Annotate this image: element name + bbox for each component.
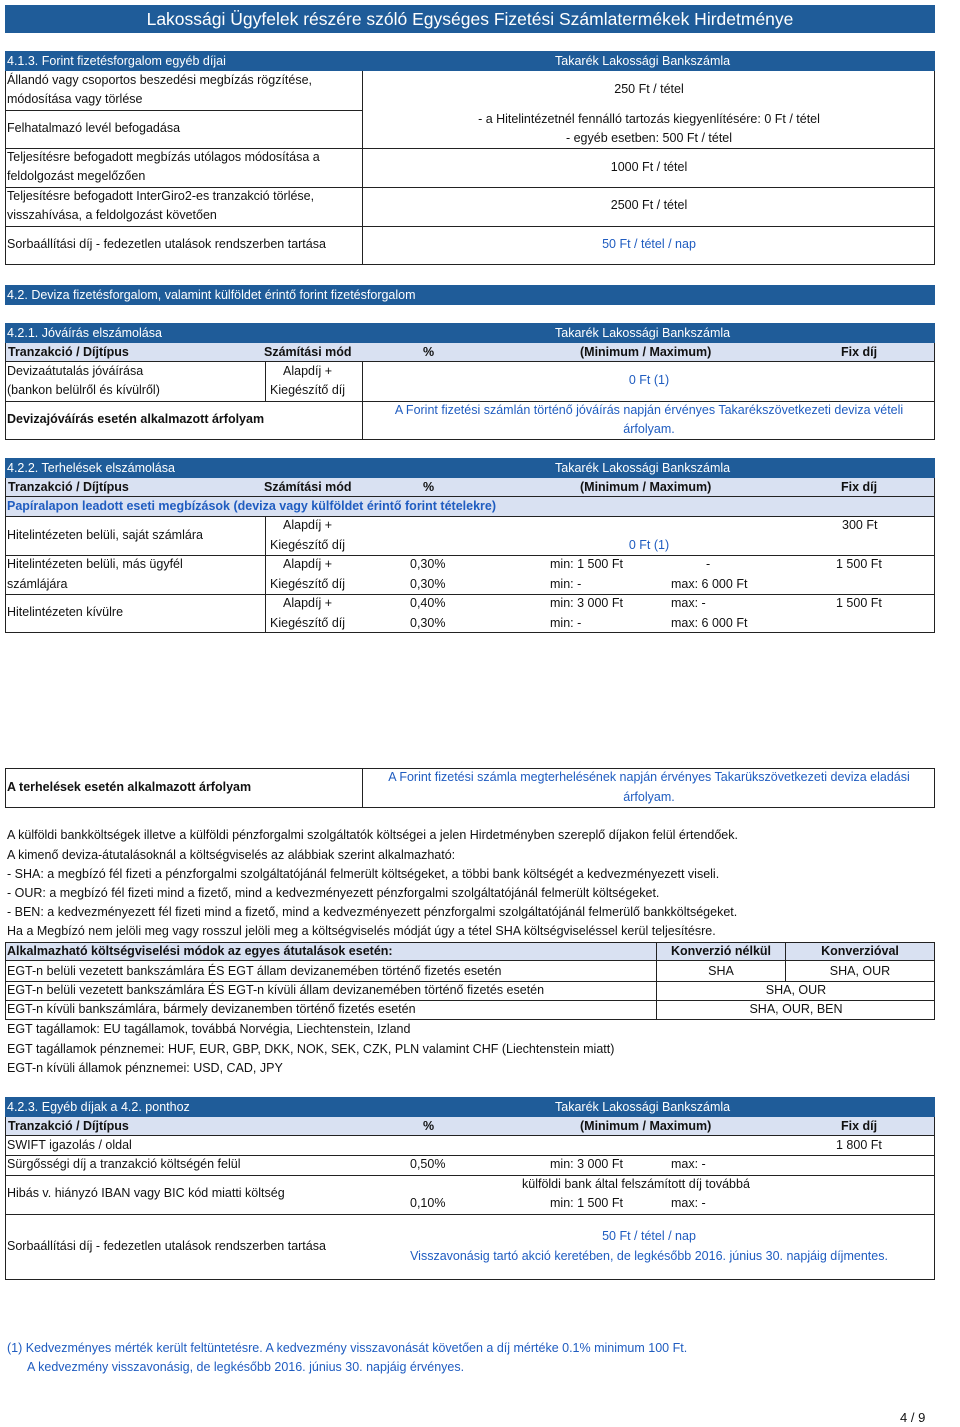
row-label: Devizaátutalás jóváírása [7, 364, 144, 378]
col-tx: Tranzakció / Díjtípus [8, 345, 129, 359]
cost-value: SHA, OUR [765, 983, 827, 997]
page-title: Lakossági Ügyfelek részére szóló Egységes Fizetési Számlatermékek Hirdetménye [5, 5, 935, 33]
section-header-42 [5, 285, 935, 305]
min-value: min: - [550, 577, 582, 591]
row-label: Hitelintézeten belüli, saját számlára [7, 528, 203, 542]
max-value: max: - [671, 1196, 706, 1210]
col-fix: Fix díj [841, 480, 878, 494]
pct-value: 0,10% [410, 1196, 446, 1210]
row-value: 50 Ft / tétel / nap [602, 1229, 696, 1243]
base-fee-label: Alapdíj + [283, 518, 332, 532]
page-number: 4 / 9 [900, 1410, 926, 1425]
column-header-row [5, 1117, 935, 1136]
max-value: max: - [671, 596, 706, 610]
col-pct: % [423, 1119, 435, 1133]
col-mode: Számítási mód [264, 480, 352, 494]
section-title: 4.2.2. Terhelések elszámolása [7, 461, 175, 475]
note-line: - OUR: a megbízó fél fizeti mind a fizető, mind a kedvezményezett pénzforgalmi szolgáltatójánál felmerült költségeket. [7, 886, 660, 900]
pct-value: 0,30% [410, 557, 446, 571]
col-minmax: (Minimum / Maximum) [580, 480, 712, 494]
base-fee-label: Alapdíj + [283, 596, 332, 610]
footnote: A kedvezmény visszavonásig, de legkésőbb 2016. június 30. napjáig érvényes. [27, 1360, 465, 1374]
cost-header: Alkalmazható költségviselési módok az egyes átutalások esetén: [7, 944, 393, 958]
min-value: min: 1 500 Ft [550, 557, 623, 571]
section-title: 4.2.3. Egyéb díjak a 4.2. ponthoz [7, 1100, 190, 1114]
max-value: max: - [671, 1157, 706, 1171]
product-name: Takarék Lakossági Bankszámla [555, 54, 731, 68]
note-line: EGT tagállamok: EU tagállamok, továbbá Norvégia, Liechtenstein, Izland [7, 1022, 411, 1036]
fix-fee: 1 800 Ft [836, 1138, 882, 1152]
row-value: 1000 Ft / tétel [610, 160, 688, 174]
row-value: külföldi bank által felszámított díj továbbá [522, 1177, 750, 1191]
row-label: Sorbaállítási díj - fedezetlen utalások rendszerben tartása [7, 237, 326, 251]
cost-value: SHA, OUR, BEN [749, 1002, 843, 1016]
note-line: - SHA: a megbízó fél fizeti a pénzforgalmi szolgáltatójánál felmerült költségeket, a többi bank költségét a kedvezményezett viseli. [7, 867, 720, 881]
cost-row-label: EGT-n belüli vezetett bankszámlára ÉS EGT-n kívüli állam devizanemében történő fizetés esetén [7, 983, 545, 997]
row-value: 50 Ft / tétel / nap [602, 237, 696, 251]
sub-header: Papíralapon leadott eseti megbízások (deviza vagy külföldet érintő forint tételekre) [7, 499, 497, 513]
row-label: számlájára [7, 577, 68, 591]
row-label: visszahívása, a feldolgozást követően [7, 208, 217, 222]
row-label: feldolgozást megelőzően [7, 169, 146, 183]
section-title: 4.2. Deviza fizetésforgalom, valamint külföldet érintő forint fizetésforgalom [7, 288, 416, 302]
row-label: módosítása vagy törlése [7, 92, 143, 106]
pct-value: 0,50% [410, 1157, 446, 1171]
rate-text: A Forint fizetési számlán történő jóváírás napján érvényes Takarékszövetkezeti deviza vételi [394, 403, 904, 417]
min-value: min: 3 000 Ft [550, 1157, 623, 1171]
max-value: - [706, 557, 711, 571]
rate-text: árfolyam. [623, 790, 675, 804]
max-value: max: 6 000 Ft [671, 616, 748, 630]
note-line: Ha a Megbízó nem jelöli meg vagy rosszul jelöli meg a költségviselés módját úgy a tétel SHA költségviseléssel kerül teljesítésre. [7, 924, 716, 938]
row-value: - egyéb esetben: 500 Ft / tétel [565, 131, 733, 145]
row-value: 2500 Ft / tétel [610, 198, 688, 212]
row-label: Hibás v. hiányzó IBAN vagy BIC kód miatti költség [7, 1186, 285, 1200]
cost-value: SHA [708, 964, 734, 978]
row-value: - a Hitelintézetnél fennálló tartozás kiegyenlítésére: 0 Ft / tétel [478, 112, 820, 126]
fix-fee: 1 500 Ft [836, 596, 882, 610]
col-tx: Tranzakció / Díjtípus [8, 1119, 129, 1133]
rate-text: A Forint fizetési számla megterhelésének napján érvényes Takarükszövetkezeti deviza eladási [388, 770, 910, 784]
col-mode: Számítási mód [264, 345, 352, 359]
cost-row-label: EGT-n belüli vezetett bankszámlára ÉS EGT állam devizanemében történő fizetés esetén [7, 964, 502, 978]
section-title: 4.1.3. Forint fizetésforgalom egyéb díjai [7, 54, 226, 68]
row-label: (bankon belülről és kívülről) [7, 383, 160, 397]
fix-fee: 1 500 Ft [836, 557, 882, 571]
product-name: Takarék Lakossági Bankszámla [555, 461, 731, 475]
section-title: 4.2.1. Jóváírás elszámolása [7, 326, 162, 340]
row-label: Hitelintézeten belüli, más ügyfél [7, 557, 183, 571]
row-label: Teljesítésre befogadott InterGiro2-es tranzakció törlése, [7, 189, 315, 203]
row-label: Felhatalmazó levél befogadása [7, 121, 181, 135]
section-header-421 [5, 323, 935, 343]
extra-fee-label: Kiegészítő díj [270, 616, 346, 630]
section-header-413 [5, 51, 935, 71]
row-label: Sürgősségi díj a tranzakció költségén felül [7, 1157, 241, 1171]
col-pct: % [423, 345, 435, 359]
rate-text: árfolyam. [623, 422, 675, 436]
cost-value: SHA, OUR [829, 964, 891, 978]
extra-fee-label: Kiegészítő díj [270, 577, 346, 591]
fix-fee: 300 Ft [842, 518, 878, 532]
note-line: - BEN: a kedvezményezett fél fizeti mind a fizető, mind a kedvezményezett pénzforgalmi szolgáltatójánál felmerülő bankköltségeket. [7, 905, 738, 919]
min-value: min: 3 000 Ft [550, 596, 623, 610]
fee-value: 0 Ft (1) [628, 538, 670, 552]
cost-row-label: EGT-n kívüli bankszámlára, bármely devizanemben történő fizetés esetén [7, 1002, 416, 1016]
base-fee-label: Alapdíj + [283, 364, 332, 378]
pct-value: 0,30% [410, 577, 446, 591]
note-line: EGT-n kívüli államok pénznemei: USD, CAD, JPY [7, 1061, 283, 1075]
row-label: Hitelintézeten kívülre [7, 605, 124, 619]
extra-fee-label: Kiegészítő díj [270, 383, 346, 397]
pct-value: 0,40% [410, 596, 446, 610]
product-name: Takarék Lakossági Bankszámla [555, 1100, 731, 1114]
col-pct: % [423, 480, 435, 494]
row-label: A terhelések esetén alkalmazott árfolyam [7, 780, 252, 794]
section-header-423 [5, 1097, 935, 1117]
row-label: Állandó vagy csoportos beszedési megbízás rögzítése, [7, 73, 313, 87]
product-name: Takarék Lakossági Bankszámla [555, 326, 731, 340]
fee-value: 0 Ft (1) [628, 373, 670, 387]
note-line: A kimenő deviza-átutalásoknál a költségviselés az alábbiak szerint alkalmazható: [7, 848, 456, 862]
col-tx: Tranzakció / Díjtípus [8, 480, 129, 494]
row-value: Visszavonásig tartó akció keretében, de legkésőbb 2016. június 30. napjáig díjmentes. [410, 1249, 888, 1263]
row-label: Devizajóváírás esetén alkalmazott árfolyam [7, 412, 265, 426]
col-no-conversion: Konverzió nélkül [670, 944, 772, 958]
col-conversion: Konverzióval [821, 944, 899, 958]
section-header-422 [5, 458, 935, 478]
note-line: A külföldi bankköltségek illetve a külföldi pénzforgalmi szolgáltatók költségei a jelen Hirdetményben szereplő díjakon felül értendőek. [7, 828, 738, 842]
col-fix: Fix díj [841, 1119, 878, 1133]
row-label: SWIFT igazolás / oldal [7, 1138, 132, 1152]
footnote: (1) Kedvezményes mérték került feltüntetésre. A kedvezmény visszavonását követően a díj mértéke 0.1% minimum 100 Ft. [7, 1341, 688, 1355]
col-fix: Fix díj [841, 345, 878, 359]
column-header-row [5, 343, 935, 362]
col-minmax: (Minimum / Maximum) [580, 1119, 712, 1133]
column-header-row [5, 478, 935, 497]
note-line: EGT tagállamok pénznemei: HUF, EUR, GBP, DKK, NOK, SEK, CZK, PLN valamint CHF (Liechtenstein miatt) [7, 1042, 615, 1056]
max-value: max: 6 000 Ft [671, 577, 748, 591]
row-label: Teljesítésre befogadott megbízás utólagos módosítása a [7, 150, 320, 164]
min-value: min: 1 500 Ft [550, 1196, 623, 1210]
extra-fee-label: Kiegészítő díj [270, 538, 346, 552]
row-value: 250 Ft / tétel [614, 82, 684, 96]
col-minmax: (Minimum / Maximum) [580, 345, 712, 359]
row-label: Sorbaállítási díj - fedezetlen utalások rendszerben tartása [7, 1239, 326, 1253]
min-value: min: - [550, 616, 582, 630]
pct-value: 0,30% [410, 616, 446, 630]
base-fee-label: Alapdíj + [283, 557, 332, 571]
